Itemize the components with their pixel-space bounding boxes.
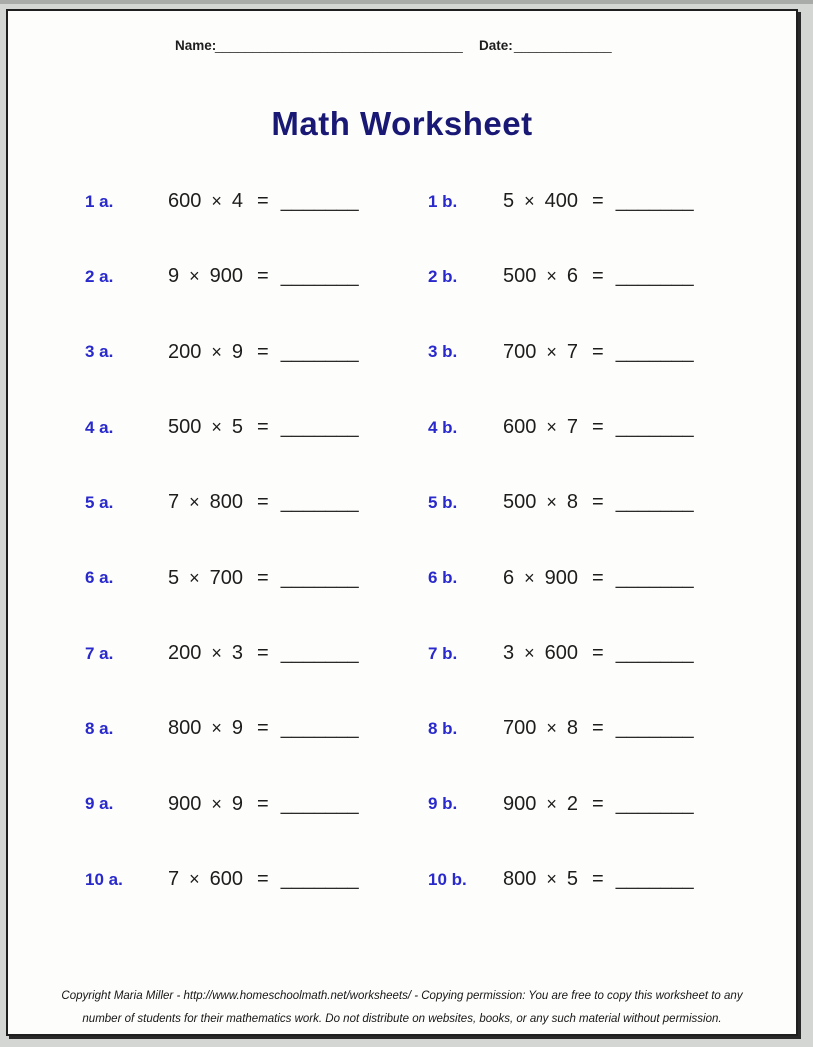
problem-cell-a: [8, 315, 402, 390]
problem-label: 10 b.: [428, 869, 467, 889]
equals-sign: =: [592, 868, 604, 891]
equals-sign: =: [592, 792, 604, 815]
problem-cell-a: [8, 691, 402, 766]
factor-2: 900: [209, 265, 244, 288]
problem-label: 10 a.: [85, 869, 123, 889]
problem-label: 1 b.: [428, 191, 458, 211]
problem-cell-b: [402, 315, 796, 390]
problem-cell-a: [8, 164, 402, 239]
factor-1: 5: [168, 566, 180, 589]
problem-label: 3 a.: [85, 342, 114, 362]
problem-cell-a: [8, 541, 402, 616]
factor-2: 4: [231, 190, 244, 213]
factor-2: 9: [231, 340, 244, 363]
factor-1: 600: [168, 190, 202, 213]
problem-row: [8, 842, 796, 917]
multiply-sign: ×: [546, 793, 557, 814]
problem-cell-a: [8, 465, 402, 540]
factor-2: 3: [231, 642, 244, 665]
problem-label: 8 b.: [428, 718, 458, 738]
factor-2: 9: [231, 792, 244, 815]
multiply-sign: ×: [524, 643, 535, 664]
window-edge-strip: [0, 0, 813, 4]
factor-2: 2: [566, 792, 579, 815]
problem-cell-b: [402, 390, 796, 465]
factor-2: 600: [544, 642, 579, 665]
answer-blank: _______: [615, 340, 694, 363]
problems: [8, 164, 796, 917]
problem-cell-a: [8, 239, 402, 314]
multiply-sign: ×: [546, 341, 557, 362]
multiply-sign: ×: [211, 718, 222, 739]
answer-blank: _______: [280, 642, 359, 665]
equals-sign: =: [257, 491, 269, 514]
multiply-sign: ×: [189, 492, 200, 513]
multiply-sign: ×: [546, 417, 557, 438]
problem-expression: [168, 190, 359, 213]
problem-label: 7 b.: [428, 643, 458, 663]
problem-row: [8, 616, 796, 691]
problem-label: 5 b.: [428, 492, 458, 512]
problem-cell-b: [402, 541, 796, 616]
problem-cell-b: [402, 465, 796, 540]
multiply-sign: ×: [211, 191, 222, 212]
problem-expression: [503, 416, 694, 439]
multiply-sign: ×: [524, 567, 535, 588]
problem-expression: [503, 265, 694, 288]
factor-1: 200: [168, 340, 202, 363]
answer-blank: _______: [615, 566, 694, 589]
problem-label: 9 a.: [85, 794, 114, 814]
answer-blank: _______: [615, 717, 694, 740]
problem-row: [8, 541, 796, 616]
factor-2: 800: [209, 491, 244, 514]
worksheet-page: [6, 9, 798, 1036]
answer-blank: _______: [280, 416, 359, 439]
answer-blank: _______: [615, 265, 694, 288]
equals-sign: =: [592, 340, 604, 363]
problem-cell-a: [8, 842, 402, 917]
equals-sign: =: [257, 868, 269, 891]
answer-blank: _______: [615, 792, 694, 815]
multiply-sign: ×: [211, 643, 222, 664]
problem-row: [8, 239, 796, 314]
problem-cell-b: [402, 239, 796, 314]
problem-cell-b: [402, 616, 796, 691]
answer-blank: _______: [280, 868, 359, 891]
problem-row: [8, 465, 796, 540]
problem-expression: [503, 491, 694, 514]
equals-sign: =: [257, 190, 269, 213]
problem-cell-b: [402, 164, 796, 239]
equals-sign: =: [257, 717, 269, 740]
factor-1: 200: [168, 642, 202, 665]
problem-label: 6 a.: [85, 568, 114, 588]
equals-sign: =: [257, 792, 269, 815]
multiply-sign: ×: [524, 191, 535, 212]
date-blank-line: _____________: [514, 38, 612, 53]
answer-blank: _______: [615, 190, 694, 213]
factor-1: 700: [503, 340, 537, 363]
problem-row: [8, 691, 796, 766]
problem-label: 2 b.: [428, 266, 458, 286]
problem-expression: [503, 717, 694, 740]
factor-2: 600: [209, 868, 244, 891]
equals-sign: =: [592, 265, 604, 288]
problem-row: [8, 315, 796, 390]
factor-1: 600: [503, 416, 537, 439]
problem-cell-a: [8, 390, 402, 465]
equals-sign: =: [257, 416, 269, 439]
factor-2: 6: [566, 265, 579, 288]
problem-expression: [168, 868, 359, 891]
problem-cell-a: [8, 616, 402, 691]
problem-expression: [168, 265, 359, 288]
multiply-sign: ×: [546, 492, 557, 513]
answer-blank: _______: [615, 868, 694, 891]
answer-blank: _______: [280, 340, 359, 363]
factor-2: 700: [209, 566, 244, 589]
equals-sign: =: [592, 717, 604, 740]
factor-2: 8: [566, 717, 579, 740]
factor-2: 5: [231, 416, 244, 439]
answer-blank: _______: [280, 265, 359, 288]
answer-blank: _______: [615, 642, 694, 665]
multiply-sign: ×: [211, 793, 222, 814]
problem-label: 7 a.: [85, 643, 114, 663]
problem-label: 6 b.: [428, 568, 458, 588]
multiply-sign: ×: [211, 417, 222, 438]
problem-expression: [503, 190, 694, 213]
multiply-sign: ×: [546, 266, 557, 287]
factor-1: 500: [168, 416, 202, 439]
problem-label: 8 a.: [85, 718, 114, 738]
factor-2: 5: [566, 868, 579, 891]
factor-1: 5: [503, 190, 515, 213]
multiply-sign: ×: [546, 869, 557, 890]
problem-label: 3 b.: [428, 342, 458, 362]
copyright-line-1: Copyright Maria Miller - http://www.homeschoolmath.net/worksheets/ - Copying permission: You are free to copy this worksheet to any: [61, 990, 743, 1002]
equals-sign: =: [257, 642, 269, 665]
answer-blank: _______: [280, 717, 359, 740]
multiply-sign: ×: [546, 718, 557, 739]
problem-label: 5 a.: [85, 492, 114, 512]
answer-blank: _______: [615, 416, 694, 439]
equals-sign: =: [592, 642, 604, 665]
factor-2: 400: [544, 190, 579, 213]
name-blank-line: _________________________________: [215, 38, 463, 53]
answer-blank: _______: [280, 566, 359, 589]
problem-row: [8, 767, 796, 842]
answer-blank: _______: [280, 491, 359, 514]
equals-sign: =: [592, 416, 604, 439]
factor-1: 800: [503, 868, 537, 891]
equals-sign: =: [592, 491, 604, 514]
problem-cell-b: [402, 691, 796, 766]
problem-expression: [168, 341, 359, 364]
equals-sign: =: [592, 190, 604, 213]
problem-expression: [503, 642, 694, 665]
copyright-line-2: number of students for their mathematics work. Do not distribute on websites, books, or any such material without permission.: [82, 1012, 722, 1025]
multiply-sign: ×: [211, 341, 222, 362]
problem-expression: [168, 717, 359, 740]
copyright-footer: [8, 985, 796, 1030]
answer-blank: _______: [280, 792, 359, 815]
factor-2: 7: [566, 416, 579, 439]
problem-expression: [168, 416, 359, 439]
problem-expression: [168, 793, 359, 816]
factor-1: 500: [503, 265, 537, 288]
problem-label: 4 b.: [428, 417, 458, 437]
problem-expression: [168, 567, 359, 590]
factor-2: 7: [566, 340, 579, 363]
problem-cell-b: [402, 767, 796, 842]
date-label: Date:: [479, 38, 513, 53]
problem-cell-b: [402, 842, 796, 917]
problem-label: 2 a.: [85, 266, 114, 286]
problem-expression: [503, 567, 694, 590]
problem-cell-a: [8, 767, 402, 842]
problem-label: 9 b.: [428, 794, 458, 814]
factor-1: 800: [168, 717, 202, 740]
equals-sign: =: [592, 566, 604, 589]
equals-sign: =: [257, 265, 269, 288]
factor-1: 900: [503, 792, 537, 815]
problem-row: [8, 164, 796, 239]
multiply-sign: ×: [189, 266, 200, 287]
factor-1: 6: [503, 566, 515, 589]
factor-1: 7: [168, 868, 180, 891]
factor-1: 900: [168, 792, 202, 815]
problem-row: [8, 390, 796, 465]
problem-expression: [503, 341, 694, 364]
multiply-sign: ×: [189, 869, 200, 890]
factor-1: 3: [503, 642, 515, 665]
factor-1: 9: [168, 265, 180, 288]
factor-2: 8: [566, 491, 579, 514]
answer-blank: _______: [615, 491, 694, 514]
multiply-sign: ×: [189, 567, 200, 588]
equals-sign: =: [257, 566, 269, 589]
problem-label: 4 a.: [85, 417, 114, 437]
problem-expression: [503, 793, 694, 816]
problem-expression: [168, 491, 359, 514]
factor-2: 900: [544, 566, 579, 589]
equals-sign: =: [257, 340, 269, 363]
page-title: Math Worksheet: [271, 105, 533, 142]
problem-expression: [503, 868, 694, 891]
answer-blank: _______: [280, 190, 359, 213]
factor-1: 500: [503, 491, 537, 514]
factor-1: 7: [168, 491, 180, 514]
name-label: Name:: [175, 38, 217, 53]
factor-1: 700: [503, 717, 537, 740]
problem-expression: [168, 642, 359, 665]
problem-label: 1 a.: [85, 191, 114, 211]
factor-2: 9: [231, 717, 244, 740]
